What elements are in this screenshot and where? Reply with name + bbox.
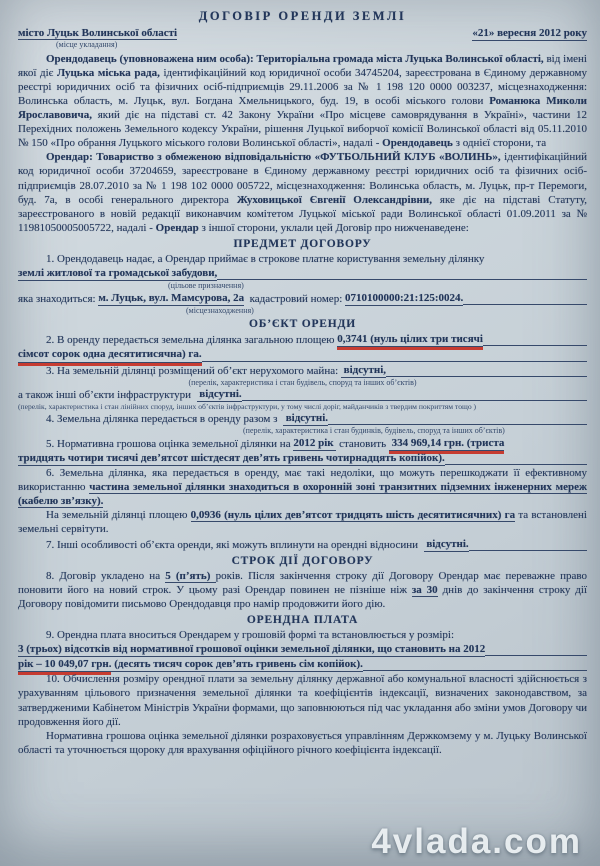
lessee-legal-basis: яке діє на підставі Статуту, зареєстрованого в новій редакції виконавчим комітетом Луцької міської ради Волинської області 01.09.2011 за № 11981050005005722, надалі - [18, 193, 587, 234]
lessor-council: Луцька міська рада, [57, 66, 160, 79]
valuation-year: 2012 рік [293, 436, 336, 451]
clause6-text: 6. Земельна ділянка, яка передається в оренду, має такі недоліки, що можуть перешкоджати її ефективному використанню [18, 467, 587, 494]
defects-value: частина земельної ділянки знаходиться в охоронній зоні транзитних підземних інженерних мереж (кабелю зв’язку). [18, 481, 588, 508]
lessee-term: Орендар [155, 221, 199, 234]
form-line [469, 548, 587, 551]
form-line [445, 462, 587, 465]
lessor-details: ідентифікаційний код юридичної особи 34745204, зареєстрована в Єдиному державному реєстрі юридичних осіб та фізичних осіб-підприємців 29.11.2006 за № 1 198 120 0000 003237, місцезнаходження: Волинська область, м. Луцьк, вул. Богдана Хмельницького, буд. 19, в особі міського голови [18, 66, 588, 107]
form-line [363, 668, 587, 671]
mayor-name: Романюка Миколи Ярославовича, [18, 94, 587, 122]
clause6b-text2: та встановлені земельні сервітути. [18, 509, 587, 536]
form-line [242, 398, 587, 401]
realty-absent-value: відсутні, [341, 363, 386, 378]
cadastre-label: кадастровий номер: [244, 292, 346, 305]
place-note: (місце укладання) [56, 40, 118, 50]
location-note: (місцезнаходження) [186, 305, 254, 315]
lessor-closing: з однієї сторони, та [452, 137, 547, 150]
clause8-text: 8. Договір укладено на [46, 569, 166, 582]
rent-amount-value: рік – 10 049,07 грн. [18, 657, 111, 672]
lessee-closing: з іншої сторони, уклали цей Договір про нижченаведене: [198, 221, 469, 234]
clause9-line1: 9. Орендна плата вноситься Орендарем у грошовій формі та встановлюється у розмірі: [46, 629, 455, 642]
clause5-line1 [18, 436, 587, 451]
contract-date: «21» вересня 2012 року [472, 26, 587, 41]
clause1-purpose-line [18, 266, 587, 281]
header-row [18, 26, 587, 50]
director-name: Жуховицької Євгенії Олександрівни, [236, 193, 432, 206]
clause8-text2: років. Після закінчення строку дії Договору Орендар має переважне право поновити його на новий строк. У цьому разі Орендар повинен не пізніше ніж [18, 569, 588, 596]
clause1-location-line [18, 291, 587, 306]
land-purpose-value: землі житлової та громадської забудови, [18, 266, 217, 281]
clause2-text: 2. В оренду передається земельна ділянка загальною площею [46, 334, 338, 347]
section-heading-rent: ОРЕНДНА ПЛАТА [246, 613, 359, 626]
watermark: 4vlada.com [371, 822, 582, 861]
form-line [328, 422, 587, 425]
location-value: м. Луцьк, вул. Мамсурова, 2а [98, 291, 244, 306]
clause5-line2 [18, 451, 587, 466]
document-title: ДОГОВІР ОРЕНДИ ЗЕМЛІ [198, 9, 407, 23]
servitude-area-value: 0,0936 (нуль цілих дев’ятсот тридцять шість десятитисячних) га [190, 509, 516, 522]
purpose-note: (цільове призначення) [168, 281, 244, 291]
cadastre-value: 0710100000:21:125:0024. [345, 291, 463, 306]
location-label: яка знаходиться: [18, 292, 99, 305]
clause11-paragraph: Нормативна грошова оцінка земельної ділянки розраховується управлінням Держкомзему у м. Луцьку Волинської області та уточнюється щороку для врахування офіційного річного коефіцієнта індексації. [18, 729, 587, 756]
place-block [18, 26, 177, 50]
clause2-line2 [18, 347, 587, 362]
clause3-line2 [18, 387, 587, 402]
clause9-rate-line2 [18, 657, 587, 672]
area-value-part1: 0,3741 (нуль цілих три тисячі [337, 332, 483, 347]
notice-days-value: за 30 [411, 583, 438, 596]
clause8-text3: днів до закінчення строку дії Договору повідомити письмово Орендодавця про намір продовжити його дію. [18, 583, 587, 610]
clause3-text: 3. На земельній ділянці розміщений об’єкт нерухомого майна: [46, 364, 341, 377]
clause4-text: 4. Земельна ділянка передається в оренду разом з [46, 413, 283, 426]
together-with-value: відсутні. [283, 411, 328, 426]
lessee-paragraph [18, 150, 587, 235]
clause7-text: 7. Інші особливості об’єкта оренди, які можуть вплинути на орендні відносини [46, 538, 424, 551]
clause6b-paragraph [18, 508, 587, 536]
clause4-line [18, 411, 587, 426]
section-heading-subject: ПРЕДМЕТ ДОГОВОРУ [233, 237, 372, 250]
clause4-note: (перелік, характеристика і стан будинків, будівель, споруд та інших об’єктів) [243, 426, 505, 436]
other-features-value: відсутні. [424, 537, 469, 552]
clause8-paragraph [18, 569, 587, 611]
form-line [202, 359, 587, 362]
rent-rate-text: 3 (трьох) відсотків від нормативної грошової оцінки земельної ділянки, що становить на 2012 [18, 642, 485, 657]
lessor-text: від імені якої діє [18, 52, 587, 79]
lessor-term: Орендодавець [382, 137, 453, 150]
place-of-signing: місто Луцьк Волинської області [18, 27, 178, 40]
clause5-text: 5. Нормативна грошова оцінка земельної ділянки на [46, 437, 294, 450]
valuation-amount: 334 969,14 грн. (триста [389, 436, 505, 451]
clause1-line1: 1. Орендодавець надає, а Орендар приймає в строкове платне користування земельну ділянку [46, 253, 485, 265]
area-value-part2: сімсот сорок одна десятитисячна) га. [18, 347, 202, 362]
term-years-value: 5 (п’ять) [165, 569, 216, 582]
clause3-note2: (перелік, характеристика і стан лінійних споруд, інших об’єктів інфраструктури, у тому числі доріг, майданчиків з твердим покриттям тощо ) [18, 402, 477, 412]
form-line [483, 343, 587, 346]
clause10-paragraph: 10. Обчислення розміру орендної плати за земельну ділянку державної або комунальної власності здійснюється з урахуванням цільового призначення земельної ділянки та коефіцієнтів індексації, визначених законодавством, за затвердженими Кабінетом Міністрів України формами, що заповнюються під час укладання або зміни умов Договору чи продовження його дії. [18, 673, 587, 728]
clause5-text2: становить [336, 437, 389, 450]
infrastructure-absent-value: відсутні. [197, 387, 242, 402]
clause3-note: (перелік, характеристика і стан будівель, споруд та інших об’єктів) [188, 377, 417, 387]
form-line [463, 302, 587, 305]
form-line [386, 374, 587, 377]
clause6b-text: На земельній ділянці площею [46, 509, 191, 522]
clause9-rate-line1 [18, 642, 587, 657]
infrastructure-text: а також інші об’єкти інфраструктури [18, 389, 197, 402]
lessor-legal-basis: який діє на підставі ст. 42 Закону України «Про місцеве самоврядування в Україні», частини 12 Перехідних положень Земельного кодексу України, рішення Луцької виборчої комісії Волинської області від 05.11.2010 № 150 «Про обрання Луцького міського голови Волинської області», надалі - [18, 109, 587, 150]
form-line [485, 653, 587, 656]
valuation-amount-words: тридцять чотири тисячі дев’ятсот шістдесят дев’ять гривень чотирнадцять копійок). [18, 451, 445, 466]
lessee-name: Орендар: Товариство з обмеженою відповідальністю «ФУТБОЛЬНИЙ КЛУБ «ВОЛИНЬ», [46, 151, 501, 164]
clause3-line1 [18, 363, 587, 378]
section-heading-term: СТРОК ДІЇ ДОГОВОРУ [231, 554, 374, 567]
clause7-line [18, 537, 587, 552]
rent-amount-words: (десять тисяч сорок дев’ять гривень сім копійок). [111, 657, 362, 672]
section-heading-object: ОБ’ЄКТ ОРЕНДИ [249, 318, 356, 331]
lessor-paragraph [18, 52, 587, 151]
clause2-line1 [18, 332, 587, 347]
lessor-name: Орендодавець (уповноважена ним особа): Територіальна громада міста Луцька Волинської області, [46, 52, 544, 65]
clause6-paragraph [18, 466, 587, 508]
lessee-details: ідентифікаційний код юридичної особи 37204659, зареєстроване в Єдиному державному реєстрі юридичних осіб та фізичних осіб-підприємців 28.07.2010 за № 1 198 102 0000 005722, місцезнаходження: Волинська область, м. Луцьк, пр-т Перемоги, буд. 7а, в особі генерального директора [18, 151, 587, 206]
form-line [217, 277, 587, 280]
